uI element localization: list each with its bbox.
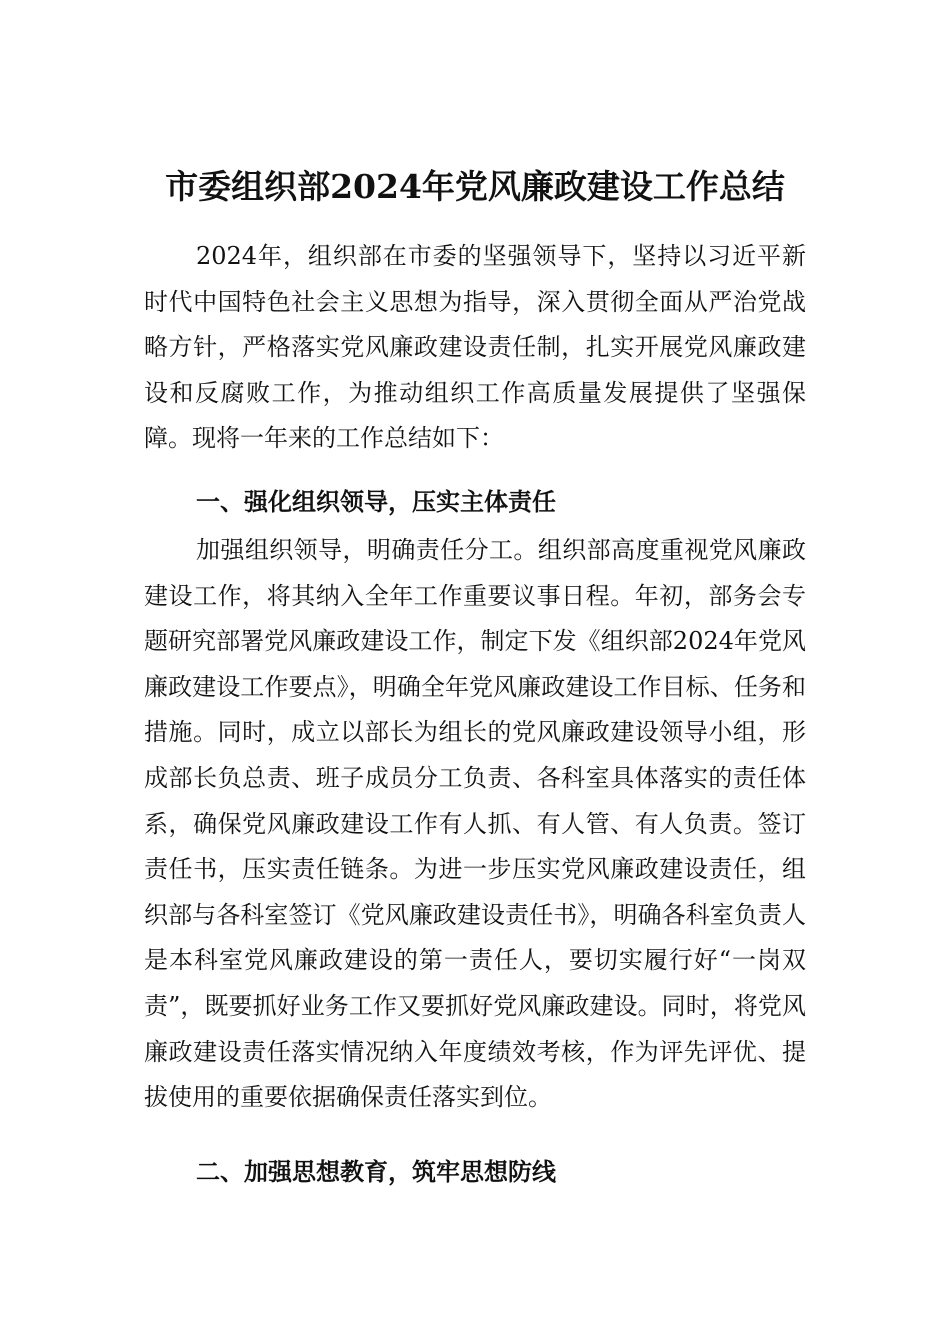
document-title: 市委组织部2024年党风廉政建设工作总结: [165, 167, 785, 206]
intro-paragraph: 2024年，组织部在市委的坚强领导下，坚持以习近平新时代中国特色社会主义思想为指导，深入贯彻全面从严治党战略方针，严格落实党风廉政建设责任制，扎实开展党风廉政建设和反腐败工作，为推动组织工作高质量发展提供了坚强保障。现将一年来的工作总结如下：: [144, 242, 806, 453]
section-1-paragraph: 加强组织领导，明确责任分工。组织部高度重视党风廉政建设工作，将其纳入全年工作重要议事日程。年初，部务会专题研究部署党风廉政建设工作，制定下发《组织部2024年党风廉政建设工作要点》，明确全年党风廉政建设工作目标、任务和措施。同时，成立以部长为组长的党风廉政建设领导小组，形成部长负总责、班子成员分工负责、各科室具体落实的责任体系，确保党风廉政建设工作有人抓、有人管、有人负责。签订责任书，压实责任链条。为进一步压实党风廉政建设责任，组织部与各科室签订《党风廉政建设责任书》，明确各科室负责人是本科室党风廉政建设的第一责任人，要切实履行好“一岗双责”，既要抓好业务工作又要抓好党风廉政建设。同时，将党风廉政建设责任落实情况纳入年度绩效考核，作为评先评优、提拔使用的重要依据确保责任落实到位。: [144, 536, 806, 1112]
section-1-heading: 一、强化组织领导，压实主体责任: [196, 488, 556, 516]
section-2-heading: 二、加强思想教育，筑牢思想防线: [196, 1158, 556, 1186]
